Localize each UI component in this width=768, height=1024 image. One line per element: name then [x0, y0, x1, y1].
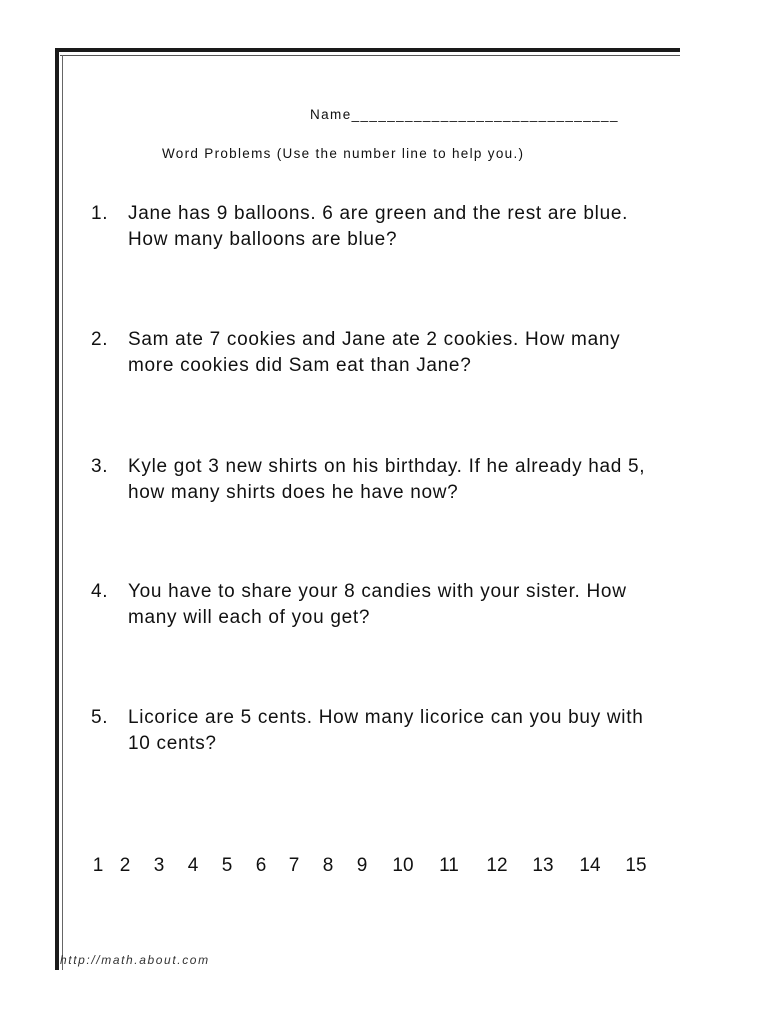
top-border — [55, 48, 680, 52]
problem-text: You have to share your 8 candies with your sister. How many will each of you get? — [128, 581, 627, 628]
number-line-tick: 14 — [579, 855, 601, 876]
problem-number: 4. — [91, 581, 109, 602]
problem-number: 1. — [91, 203, 109, 224]
number-line-tick: 12 — [486, 855, 508, 876]
number-line-tick: 4 — [187, 855, 199, 876]
problem-5 — [91, 705, 671, 757]
number-line-tick: 13 — [532, 855, 554, 876]
problem-2 — [91, 327, 671, 379]
problem-4 — [91, 579, 671, 631]
number-line-tick: 10 — [392, 855, 414, 876]
number-line-tick: 15 — [625, 855, 647, 876]
number-line-tick: 7 — [288, 855, 300, 876]
problem-3 — [91, 454, 671, 506]
problem-number: 5. — [91, 707, 109, 728]
left-border — [55, 48, 59, 970]
problem-text: Sam ate 7 cookies and Jane ate 2 cookies. How many more cookies did Sam eat than Jane? — [128, 329, 621, 376]
number-line-tick: 9 — [356, 855, 368, 876]
name-field: Name______________________________ — [310, 107, 619, 122]
problem-text: Jane has 9 balloons. 6 are green and the rest are blue. How many balloons are blue? — [128, 203, 629, 250]
number-line-tick: 1 — [92, 855, 104, 876]
number-line-tick: 2 — [119, 855, 131, 876]
source-url: http://math.about.com — [60, 953, 210, 967]
number-line-tick: 11 — [439, 855, 459, 876]
number-line-tick: 5 — [221, 855, 233, 876]
problem-text: Kyle got 3 new shirts on his birthday. If he already had 5, how many shirts does he have now? — [128, 456, 646, 503]
number-line-tick: 8 — [322, 855, 334, 876]
problem-number: 3. — [91, 456, 109, 477]
number-line-tick: 6 — [255, 855, 267, 876]
number-line — [90, 855, 660, 881]
problem-text: Licorice are 5 cents. How many licorice can you buy with 10 cents? — [128, 707, 644, 754]
problem-1 — [91, 201, 671, 253]
number-line-tick: 3 — [153, 855, 165, 876]
top-border-inner — [60, 55, 680, 56]
problem-number: 2. — [91, 329, 109, 350]
left-border-inner — [62, 55, 63, 970]
instructions: Word Problems (Use the number line to help you.) — [162, 146, 525, 161]
